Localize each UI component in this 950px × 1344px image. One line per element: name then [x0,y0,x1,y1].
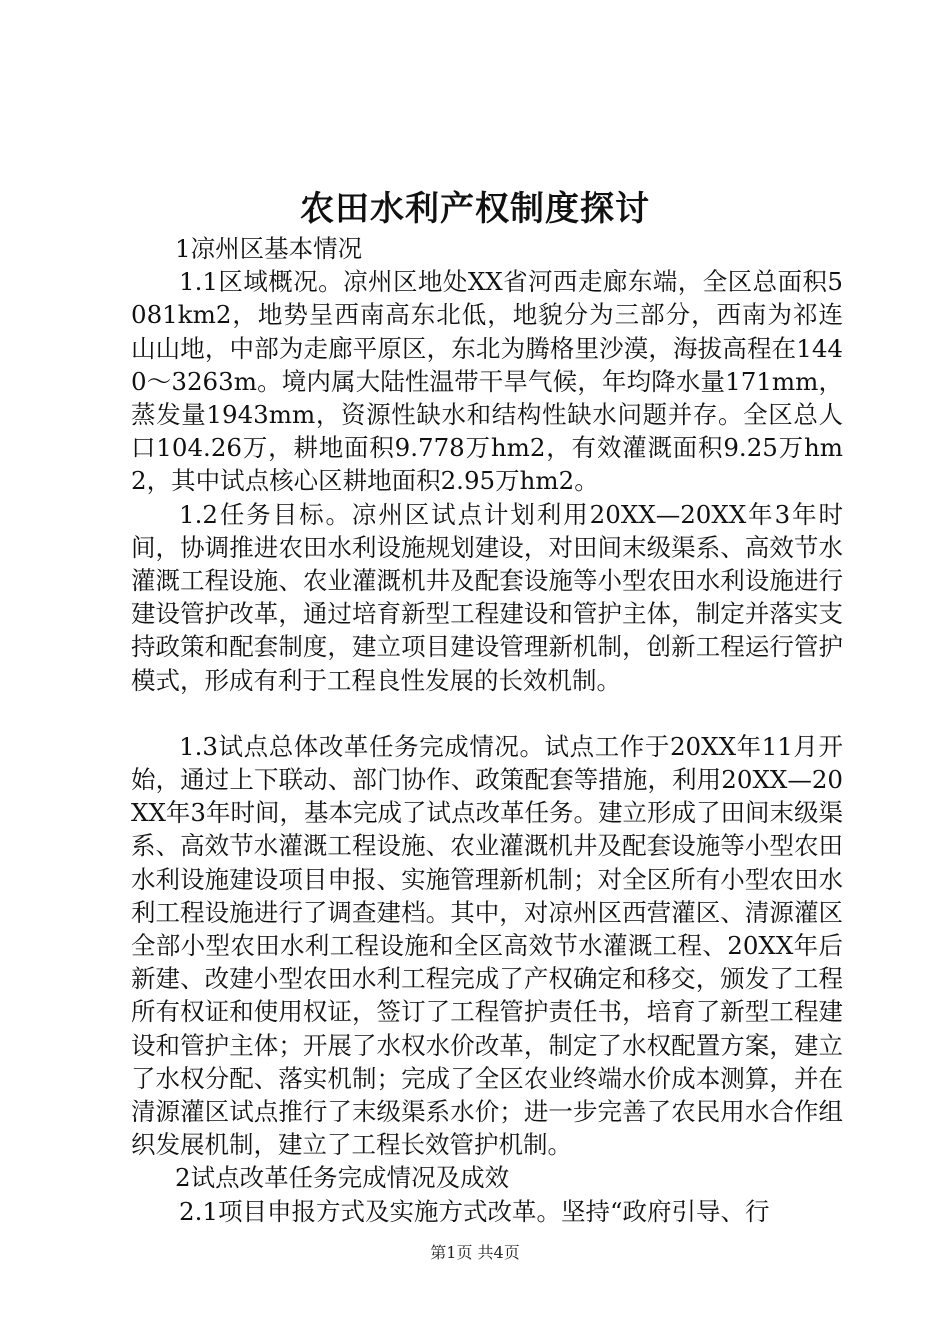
page-number-footer: 第1页 共4页 [430,1243,520,1262]
paragraph-region-overview: 1.1区域概况。凉州区地处XX省河西走廊东端，全区总面积5081km2，地势呈西南高东北低，地貌分为三部分，西南为祁连山山地，中部为走廊平原区，东北为腾格里沙漠，海拔高程在1440～3263m。境内属大陆性温带干旱气候，年均降水量171mm，蒸发量1943mm，资源性缺水和结构性缺水问题并存。全区总人口104.26万，耕地面积9.778万hm2，有效灌溉面积9.25万hm2，其中试点核心区耕地面积2.95万hm2。 [131,267,843,496]
document-body [131,232,843,1228]
page-title: 农田水利产权制度探讨 [300,189,650,229]
paragraph-reform-completion: 1.3试点总体改革任务完成情况。试点工作于20XX年11月开始，通过上下联动、部门协作、政策配套等措施，利用20XX—20XX年3年时间，基本完成了试点改革任务。建立形成了田间末级渠系、高效节水灌溉工程设施、农业灌溉机井及配套设施等小型农田水利设施建设项目申报、实施管理新机制；对全区所有小型农田水利工程设施进行了调查建档。其中，对凉州区西营灌区、清源灌区全部小型农田水利工程设施和全区高效节水灌溉工程、20XX年后新建、改建小型农田水利工程完成了产权确定和移交，颁发了工程所有权证和使用权证，签订了工程管护责任书，培育了新型工程建设和管护主体；开展了水权水价改革，制定了水权配置方案，建立了水权分配、落实机制；完成了全区农业终端水价成本测算，并在清源灌区试点推行了末级渠系水价；进一步完善了农民用水合作组织发展机制，建立了工程长效管护机制。 [131,731,843,1160]
paragraph-project-reform: 2.1项目申报方式及实施方式改革。坚持“政府引导、行 [179,1196,770,1226]
section-heading: 1凉州区基本情况 [175,234,363,263]
paragraph-task-goals: 1.2任务目标。凉州区试点计划利用20XX—20XX年3年时间，协调推进农田水利设施规划建设，对田间末级渠系、高效节水灌溉工程设施、农业灌溉机井及配套设施等小型农田水利设施进行建设管护改革，通过培育新型工程建设和管护主体，制定并落实支持政策和配套制度，建立项目建设管理新机制，创新工程运行管护模式，形成有利于工程良性发展的长效机制。 [131,499,843,695]
section-heading: 2试点改革任务完成情况及成效 [175,1163,510,1193]
